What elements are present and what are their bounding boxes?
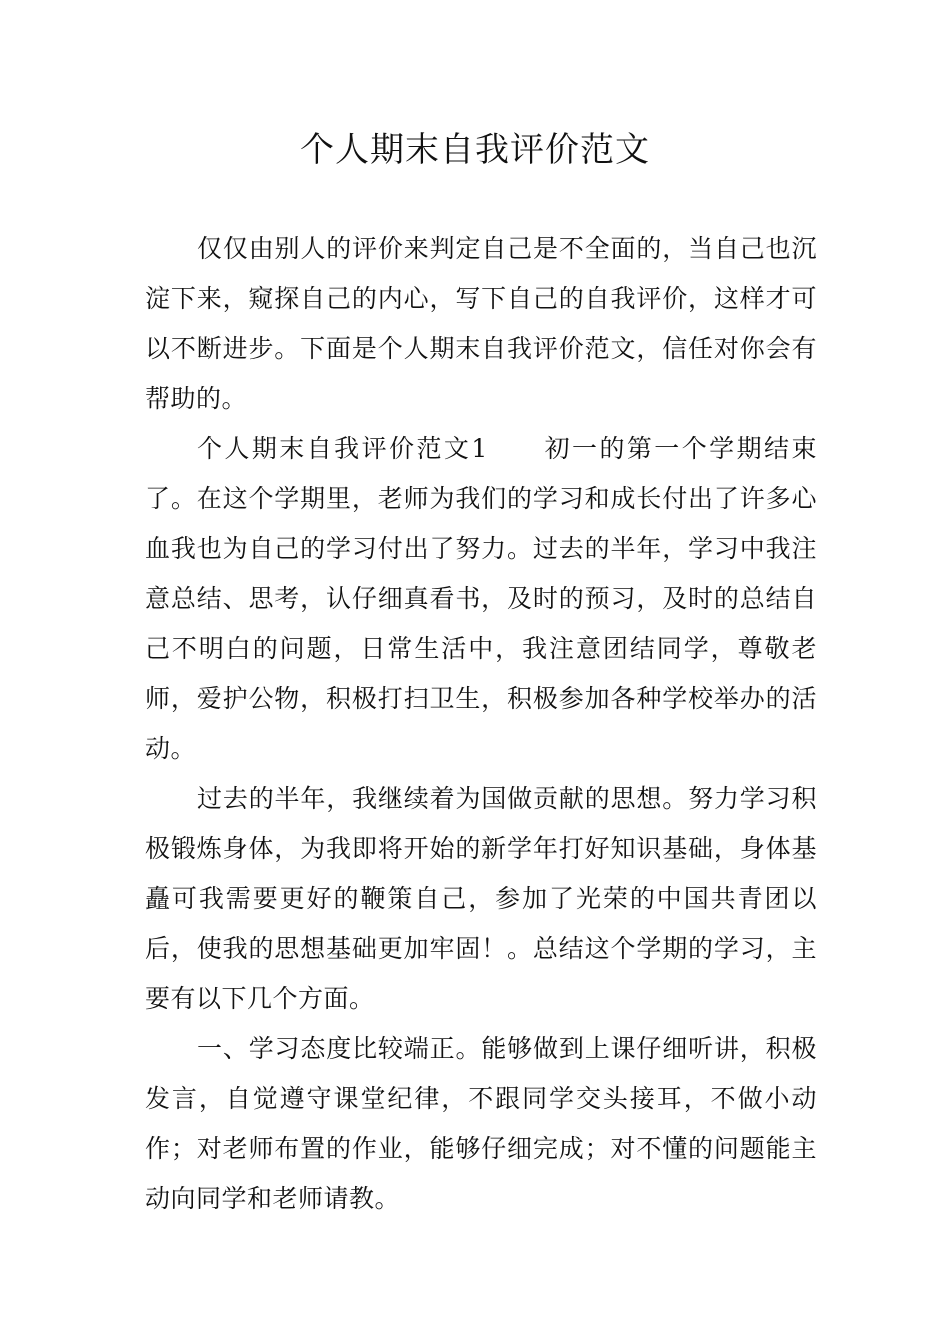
paragraph-learning-attitude: 一、学习态度比较端正。能够做到上课仔细听讲，积极发言，自觉遵守课堂纪律，不跟同学交头接耳，不做小动作；对老师布置的作业，能够仔细完成；对不懂的问题能主动向同学和老师请教。 — [145, 1034, 817, 1213]
paragraph-sample-1: 个人期末自我评价范文1 初一的第一个学期结束了。在这个学期里，老师为我们的学习和成长付出了许多心血我也为自己的学习付出了努力。过去的半年，学习中我注意总结、思考，认仔细真看书，及时的预习，及时的总结自己不明白的问题，日常生活中，我注意团结同学，尊敬老师，爱护公物，积极打扫卫生，积极参加各种学校举办的活动。 — [145, 434, 817, 763]
document-body — [145, 224, 817, 1224]
paragraph-intro: 仅仅由别人的评价来判定自己是不全面的，当自己也沉淀下来，窥探自己的内心，写下自己的自我评价，这样才可以不断进步。下面是个人期末自我评价范文，信任对你会有帮助的。 — [145, 234, 817, 413]
document-title: 个人期末自我评价范文 — [300, 130, 650, 170]
paragraph-past-half-year: 过去的半年，我继续着为国做贡献的思想。努力学习积极锻炼身体，为我即将开始的新学年打好知识基础，身体基矗可我需要更好的鞭策自己，参加了光荣的中国共青团以后，使我的思想基础更加牢固！。总结这个学期的学习，主要有以下几个方面。 — [145, 784, 817, 1013]
